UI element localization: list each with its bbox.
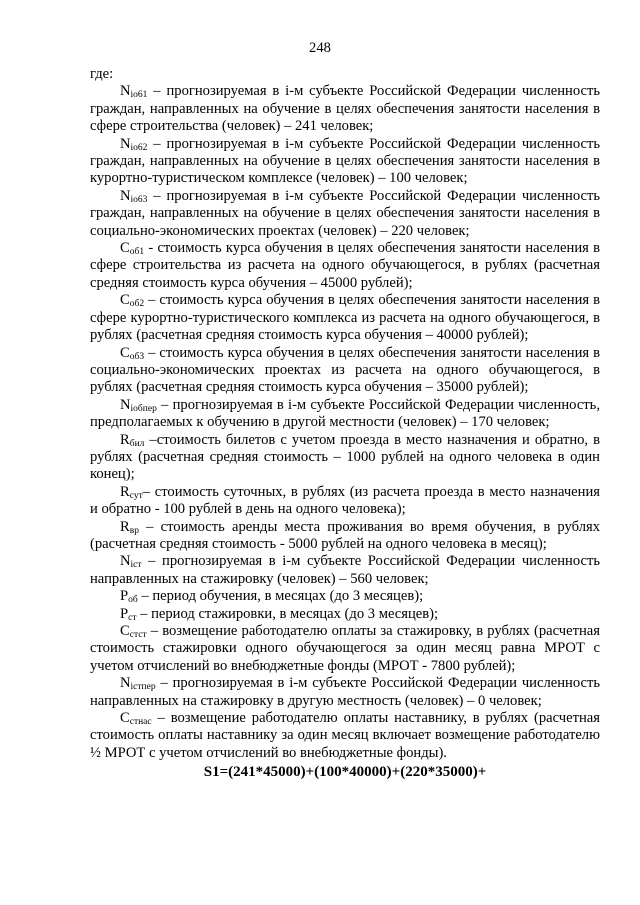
- variable-subscript: вр: [129, 525, 139, 536]
- definition-item: [90, 83, 600, 135]
- definition-text: – стоимость курса обучения в целях обеспечения занятости населения в социально-экономических проектах из расчета на одного обучающегося, в рублях (расчетная средняя стоимость курса обучения – 35000 рублей);: [90, 344, 600, 396]
- variable-subscript: io61: [130, 90, 148, 101]
- definition-text: – прогнозируемая в i-м субъекте Российской Федерации численность, предполагаемых к обучению в другой местности (человек) – 170 человек;: [90, 396, 600, 431]
- variable-subscript: iстпер: [130, 682, 156, 693]
- definition-text: - стоимость курса обучения в целях обеспечения занятости населения в сфере строительства из расчета на одного обучающегося, в рублях (расчетная средняя стоимость курса обучения – 45000 рублей);: [90, 240, 600, 291]
- definition-text: – прогнозируемая в i-м субъекте Российской Федерации численность граждан, направленных на обучение в целях обеспечения занятости населения в сфере строительства (человек) – 241 человек;: [90, 83, 600, 135]
- definition-item: [90, 188, 600, 240]
- definition-text: –стоимость билетов с учетом проезда в место назначения и обратно, в рублях (расчетная средняя стоимость – 1000 рублей на одного человека в один конец);: [90, 431, 600, 483]
- definitions-list: [90, 83, 600, 762]
- variable-subscript: об1: [129, 247, 145, 258]
- variable-symbol: P: [120, 605, 129, 622]
- variable-symbol: C: [120, 240, 130, 257]
- definition-item: [90, 606, 600, 623]
- definition-text: – прогнозируемая в i-м субъекте Российской Федерации численность граждан, направленных на обучение в целях обеспечения занятости населения в социально-экономических проектах (человек) – 220 человек;: [90, 187, 600, 239]
- definition-text: – возмещение работодателю оплаты за стажировку, в рублях (расчетная стоимость стажировки одного обучающегося за один месяц равна МРОТ с учетом отчислений во внебюджетные фонды (МРОТ - 7800 рублей);: [90, 623, 600, 674]
- variable-symbol: N: [120, 83, 131, 100]
- definition-item: [90, 710, 600, 762]
- variable-subscript: iобпер: [130, 403, 157, 414]
- variable-subscript: сут: [129, 490, 143, 501]
- definition-text: – возмещение работодателю оплаты наставнику, в рублях (расчетная стоимость оплаты наставнику за один месяц включает возмещение работодателю ½ МРОТ с учетом отчислений во внебюджетные фонды).: [90, 710, 600, 761]
- definition-text: – прогнозируемая в i-м субъекте Российской Федерации численность направленных на стажировку (человек) – 560 человек;: [90, 553, 600, 587]
- definition-text: – прогнозируемая в i-м субъекте Российской Федерации численность граждан, направленных на обучение в целях обеспечения занятости населения в курортно-туристическом комплексе (человек) – 100 человек;: [90, 135, 600, 187]
- variable-symbol: C: [120, 344, 130, 361]
- definition-item: [90, 432, 600, 484]
- variable-symbol: C: [120, 710, 130, 727]
- variable-symbol: N: [120, 135, 131, 152]
- variable-symbol: P: [120, 588, 129, 605]
- variable-symbol: R: [120, 483, 130, 500]
- variable-subscript: об: [128, 595, 138, 606]
- page-number: 248: [309, 40, 331, 56]
- definition-item: [90, 588, 600, 605]
- definition-item: [90, 519, 600, 554]
- page-content: [90, 66, 600, 782]
- variable-symbol: N: [120, 553, 131, 570]
- variable-subscript: ст: [128, 612, 137, 623]
- definition-text: – период обучения, в месяцах (до 3 месяцев);: [137, 588, 424, 605]
- variable-symbol: N: [120, 675, 131, 692]
- intro-text: где:: [90, 66, 114, 82]
- variable-symbol: N: [120, 396, 131, 413]
- definition-item: [90, 397, 600, 432]
- definition-text: – стоимость суточных, в рублях (из расчета проезда в место назначения и обратно - 100 рублей в день на одного человека);: [90, 483, 600, 518]
- definition-text: – прогнозируемая в i-м субъекте Российской Федерации численность направленных на стажировку в другую местность (человек) – 0 человек;: [90, 675, 600, 709]
- variable-symbol: C: [120, 623, 130, 639]
- variable-subscript: об3: [129, 351, 145, 362]
- variable-subscript: стст: [129, 630, 147, 640]
- variable-symbol: N: [120, 187, 131, 204]
- variable-subscript: стнас: [129, 717, 152, 728]
- variable-subscript: об2: [129, 299, 145, 310]
- definition-item: [90, 553, 600, 588]
- variable-symbol: C: [120, 292, 130, 309]
- definition-item: [90, 292, 600, 344]
- variable-symbol: R: [120, 518, 130, 535]
- definition-text: – стоимость аренды места проживания во время обучения, в рублях (расчетная средняя стоимость - 5000 рублей на одного человека в месяц);: [90, 518, 600, 552]
- definition-item: [90, 240, 600, 292]
- variable-subscript: io63: [130, 194, 148, 205]
- definition-text: – период стажировки, в месяцах (до 3 месяцев);: [136, 605, 439, 622]
- definition-item: [90, 484, 600, 519]
- variable-subscript: бил: [129, 438, 145, 449]
- variable-symbol: R: [120, 431, 130, 448]
- definition-item: [90, 675, 600, 710]
- definition-text: – стоимость курса обучения в целях обеспечения занятости населения в сфере курортно-туристического комплекса из расчета на одного обучающегося, в рублях (расчетная средняя стоимость курса обучения – 40000 рублей);: [90, 292, 600, 344]
- variable-subscript: iст: [130, 560, 142, 571]
- definition-item: [90, 136, 600, 188]
- variable-subscript: io62: [130, 142, 148, 153]
- definition-item: [90, 345, 600, 397]
- definition-item: [90, 623, 600, 675]
- formula: S1=(241*45000)+(100*40000)+(220*35000)+: [203, 764, 487, 781]
